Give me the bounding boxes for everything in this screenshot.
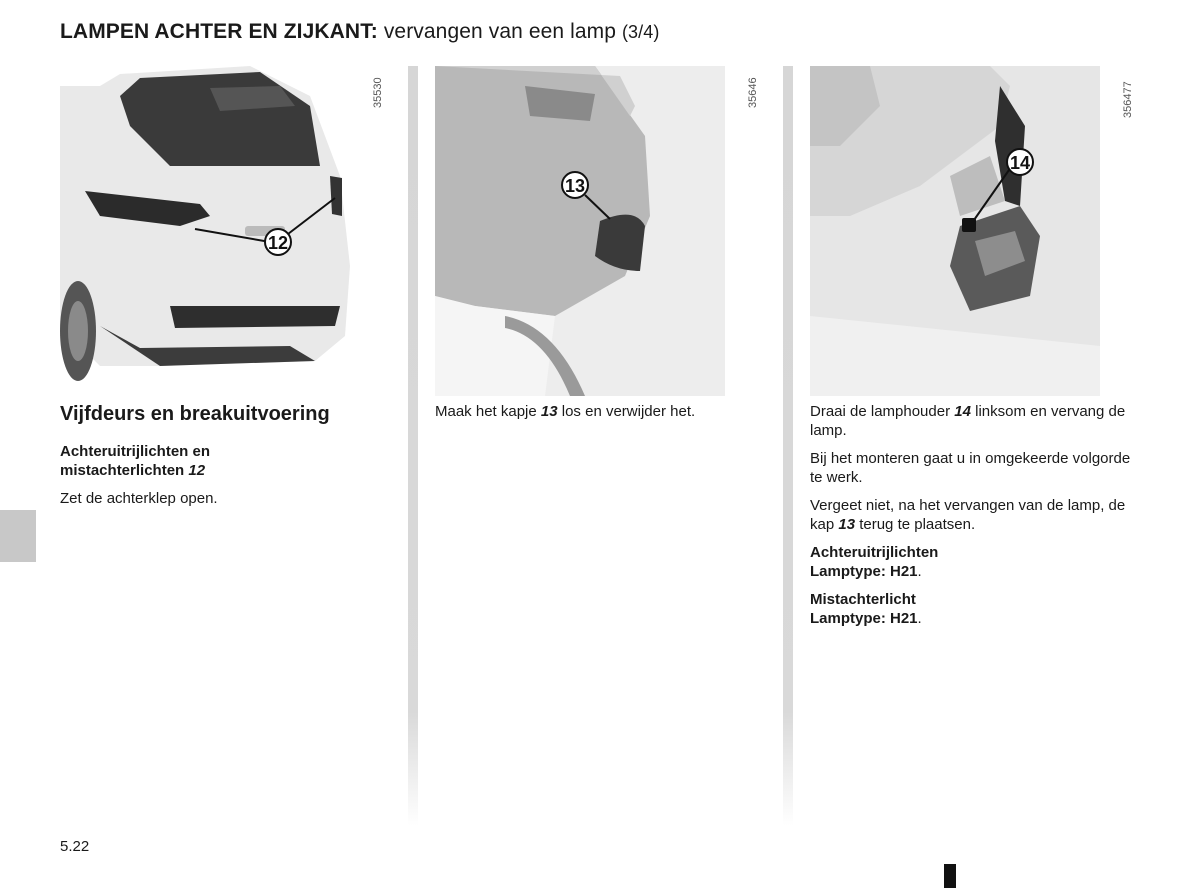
callout-13: 13 [564,176,586,196]
column-2-text [435,402,755,430]
text-pre: Vergeet niet, na het vervangen van de lamp, de kap [810,497,1126,533]
title-fraction: (3/4) [621,22,660,42]
figure-car-rear [60,66,350,396]
car-rear-illustration [60,66,350,396]
text-pre: Maak het kapje [435,403,541,420]
section-tab [0,510,36,562]
lamp-name: Achteruitrijlichten [810,544,939,561]
figure-code: 356477 [1122,81,1134,118]
subheading-line-1: Achteruitrijlichten en [60,443,211,460]
page-title [60,20,659,44]
instruction-text [810,496,1145,534]
figure-code: 35646 [747,77,759,108]
text-pre: Draai de lamphouder [810,403,955,420]
lamp-type: Lamptype: H21 [810,563,918,580]
instruction-text [810,402,1145,440]
lamp-holder-illustration [810,66,1100,396]
lamp-spec [810,590,1145,628]
page-number: 5.22 [60,838,90,855]
figure-lamp-holder [810,66,1100,396]
instruction-text [435,402,755,421]
figure-cover [435,66,725,396]
column-separator [783,66,793,826]
lamp-spec [810,543,1145,581]
callout-12: 12 [267,233,289,253]
figure-code: 35530 [372,77,384,108]
text-post: los en verwijder het. [557,403,696,420]
ref-number: 13 [540,403,558,420]
subheading-line-2: mistachterlichten [60,462,185,479]
column-separator [408,66,418,826]
lamp-subheading [60,442,380,480]
ref-number: 12 [188,462,206,479]
punctuation: . [917,563,922,580]
lamp-name: Mistachterlicht [810,591,916,608]
title-main: LAMPEN ACHTER EN ZIJKANT: [60,20,384,43]
page-edge-mark [944,864,956,888]
instruction-text: Bij het monteren gaat u in omgekeerde volgorde te werk. [810,450,1131,486]
ref-number: 13 [838,516,856,533]
instruction-text: Zet de achterklep open. [60,490,218,507]
column-1-text [60,402,380,517]
punctuation: . [917,610,922,627]
ref-number: 14 [954,403,971,420]
lamp-type: Lamptype: H21 [810,610,918,627]
text-post: linksom en vervang de lamp. [810,403,1126,439]
section-heading: Vijfdeurs en breakuitvoering [60,403,330,425]
callout-14: 14 [1009,153,1031,173]
title-sub: vervangen van een lamp [383,20,617,43]
text-post: terug te plaatsen. [855,516,976,533]
cover-illustration [435,66,725,396]
column-3-text [810,402,1145,637]
